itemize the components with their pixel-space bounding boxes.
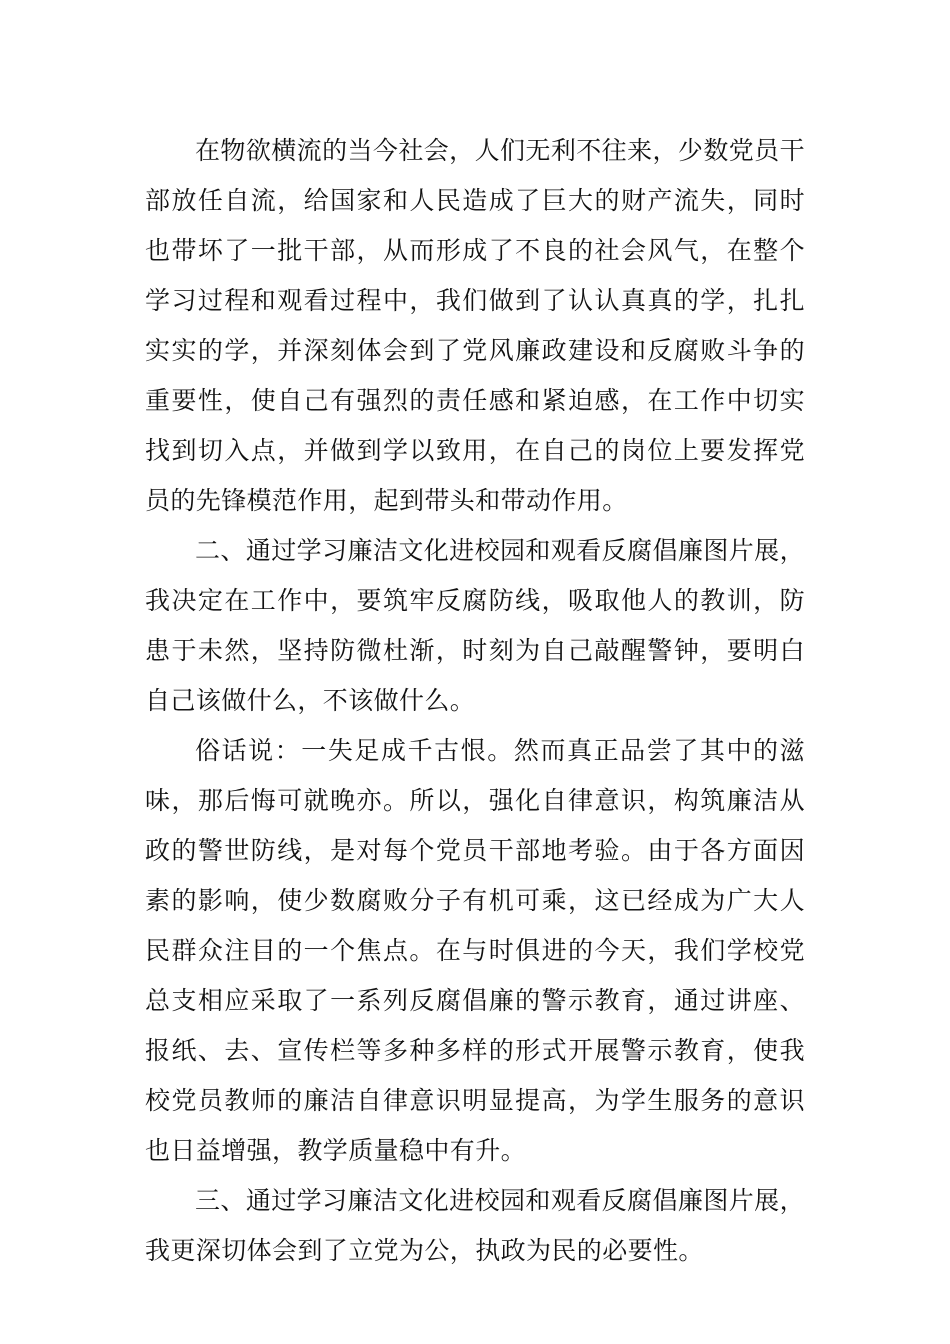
document-body bbox=[145, 126, 805, 1276]
paragraph-4: 三、通过学习廉洁文化进校园和观看反腐倡廉图片展，我更深切体会到了立党为公，执政为民的必要性。 bbox=[145, 1186, 805, 1265]
paragraph-2: 二、通过学习廉洁文化进校园和观看反腐倡廉图片展，我决定在工作中，要筑牢反腐防线，吸取他人的教训，防患于未然，坚持防微杜渐，时刻为自己敲醒警钟，要明白自己该做什么，不该做什么。 bbox=[145, 536, 805, 715]
paragraph-1: 在物欲横流的当今社会，人们无利不往来，少数党员干部放任自流，给国家和人民造成了巨大的财产流失，同时也带坏了一批干部，从而形成了不良的社会风气，在整个学习过程和观看过程中，我们做到了认认真真的学，扎扎实实的学，并深刻体会到了党风廉政建设和反腐败斗争的重要性，使自己有强烈的责任感和紧迫感，在工作中切实找到切入点，并做到学以致用，在自己的岗位上要发挥党员的先锋模范作用，起到带头和带动作用。 bbox=[145, 136, 805, 515]
paragraph-3: 俗话说：一失足成千古恨。然而真正品尝了其中的滋味，那后悔可就晚亦。所以，强化自律意识，构筑廉洁从政的警世防线，是对每个党员干部地考验。由于各方面因素的影响，使少数腐败分子有机可乘，这已经成为广大人民群众注目的一个焦点。在与时俱进的今天，我们学校党总支相应采取了一系列反腐倡廉的警示教育，通过讲座、报纸、去、宣传栏等多种多样的形式开展警示教育，使我校党员教师的廉洁自律意识明显提高，为学生服务的意识也日益增强，教学质量稳中有升。 bbox=[145, 736, 805, 1165]
